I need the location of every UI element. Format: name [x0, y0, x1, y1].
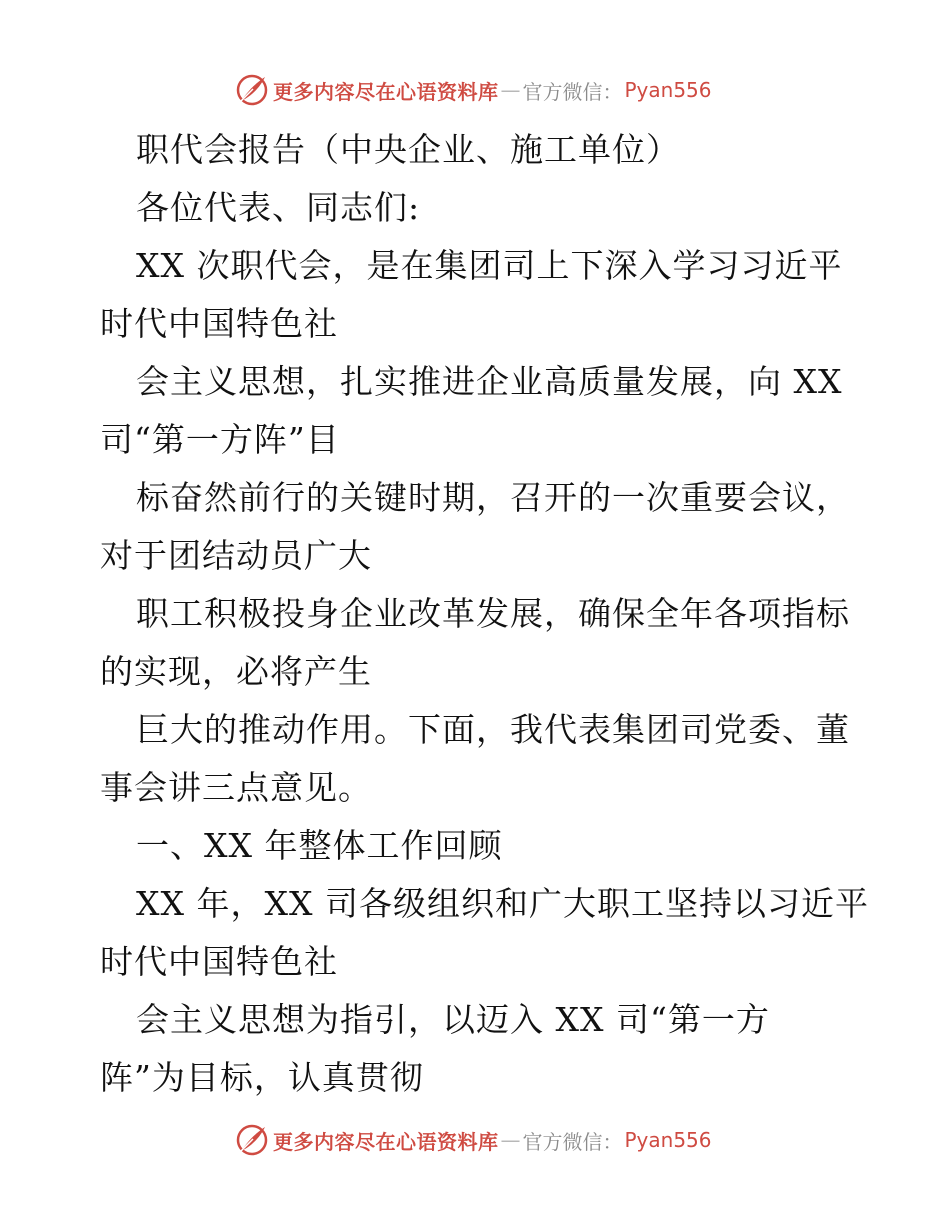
paragraph-line: 职工积极投身企业改革发展，确保全年各项指标: [136, 594, 850, 633]
paragraph-line: 会主义思想为指引，以迈入 XX 司“第一方: [136, 1000, 770, 1039]
section-heading: 一、XX 年整体工作回顾: [136, 826, 503, 865]
paragraph-line: 阵”为目标，认真贯彻: [100, 1058, 424, 1097]
document-body: [100, 121, 890, 1107]
paragraph-line: 司“第一方阵”目: [100, 420, 340, 459]
salutation: 各位代表、同志们:: [136, 188, 421, 227]
header-watermark: [235, 72, 712, 108]
feather-pen-circle-icon: [235, 1123, 269, 1157]
watermark-brand: 更多内容尽在心语资料库: [273, 79, 499, 104]
watermark-separator: —: [500, 78, 521, 102]
paragraph-line: 对于团结动员广大: [100, 536, 372, 575]
feather-pen-circle-icon: [235, 73, 269, 107]
paragraph-line: 时代中国特色社: [100, 942, 338, 981]
watermark-label: 官方微信：: [522, 1129, 623, 1154]
paragraph-line: 会主义思想，扎实推进企业高质量发展，向 XX: [136, 362, 843, 401]
document-title: 职代会报告（中央企业、施工单位）: [136, 130, 680, 169]
watermark-wechat-id: Pyan556: [624, 1128, 712, 1152]
paragraph-line: 事会讲三点意见。: [100, 768, 372, 807]
paragraph-line: XX 年，XX 司各级组织和广大职工坚持以习近平: [136, 884, 869, 923]
watermark-label: 官方微信：: [522, 79, 623, 104]
paragraph-line: 标奋然前行的关键时期，召开的一次重要会议，: [136, 478, 850, 517]
watermark-wechat-id: Pyan556: [624, 78, 712, 102]
footer-watermark: [235, 1122, 712, 1158]
paragraph-line: XX 次职代会，是在集团司上下深入学习习近平: [136, 246, 843, 285]
watermark-brand: 更多内容尽在心语资料库: [273, 1129, 499, 1154]
paragraph-line: 时代中国特色社: [100, 304, 338, 343]
paragraph-line: 的实现，必将产生: [100, 652, 372, 691]
paragraph-line: 巨大的推动作用。下面，我代表集团司党委、董: [136, 710, 850, 749]
watermark-separator: —: [500, 1128, 521, 1152]
